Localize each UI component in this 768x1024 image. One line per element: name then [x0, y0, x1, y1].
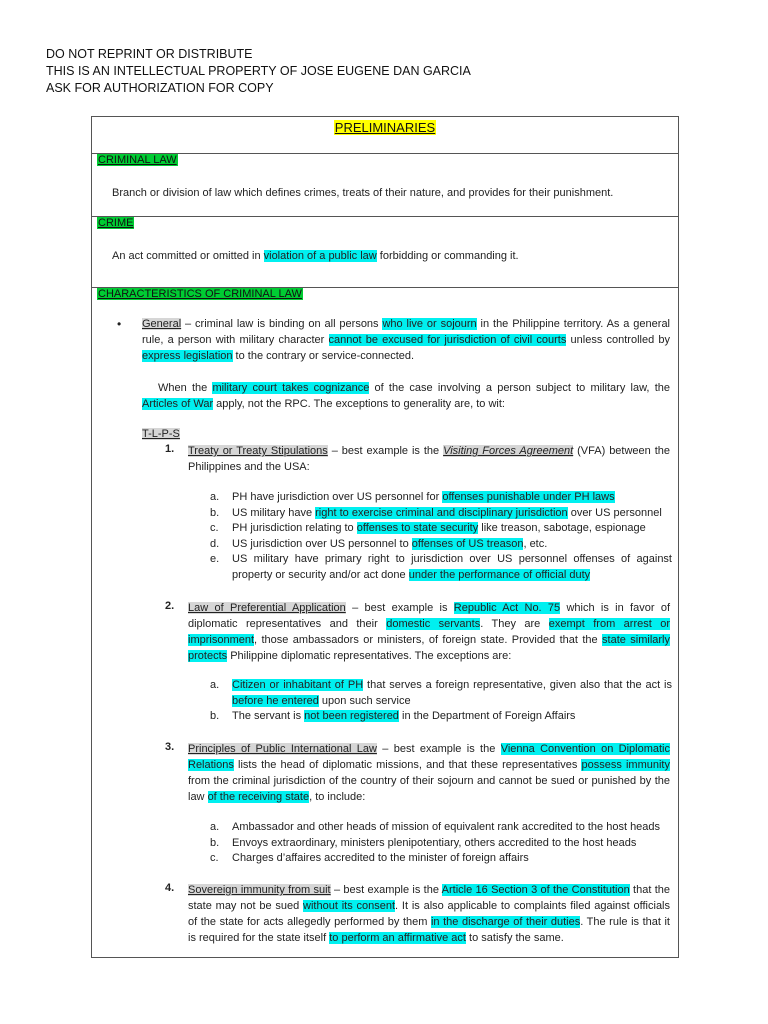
item-2-highlight-1: Republic Act No. 75: [453, 602, 561, 614]
list-highlight: before he entered: [232, 694, 319, 707]
item-4-number: 4.: [165, 882, 175, 894]
list-highlight: offenses punishable under PH laws: [442, 491, 615, 503]
title-row: [92, 117, 678, 154]
item-3-highlight-1: Vienna Convention on Diplomatic Relations: [188, 743, 670, 771]
list-item: [210, 537, 672, 553]
list-item: [210, 678, 672, 709]
item-4-text-1: – best example is the: [330, 884, 442, 896]
crime-text-1: An act committed or omitted in: [112, 250, 264, 262]
general-highlight-1: who live or sojourn: [382, 318, 477, 330]
item-4-label: Sovereign immunity from suit: [188, 884, 331, 896]
item-1-label: Treaty or Treaty Stipulations: [188, 445, 328, 457]
item-1-text-1: – best example is the: [327, 445, 444, 457]
list-text: PH jurisdiction relating to: [232, 522, 357, 534]
item-4-text-5: to satisfy the same.: [465, 932, 564, 944]
when-paragraph: [142, 380, 670, 412]
list-item: [210, 820, 672, 836]
item-1-paragraph: [188, 443, 670, 475]
criminal-law-section: [92, 154, 678, 217]
item-1-number: 1.: [165, 443, 175, 455]
characteristics-section: [92, 288, 678, 958]
item-2-highlight-3: exempt from arrest or imprisonment: [188, 618, 670, 646]
when-highlight-1: military court takes cognizance: [212, 382, 370, 394]
general-highlight-3: express legislation: [142, 350, 233, 362]
list-text: Charges d’affaires accredited to the minister of foreign affairs: [232, 852, 529, 864]
when-highlight-2: Articles of War: [142, 398, 214, 410]
general-text-3: unless controlled by: [566, 334, 671, 346]
list-text: US military have: [232, 506, 316, 519]
general-paragraph: [142, 316, 670, 364]
item-2-text-1: – best example is: [345, 602, 454, 614]
item-3-text-1: – best example is the: [376, 743, 501, 755]
item-3-text-2: lists the head of diplomatic missions, and that these representatives: [233, 759, 582, 771]
crime-heading: CRIME: [98, 217, 134, 229]
list-item: [210, 490, 672, 506]
item-2-text-5: Philippine diplomatic representatives. The exceptions are:: [227, 650, 512, 662]
list-text: like treason, sabotage, espionage: [478, 522, 646, 534]
list-item: [210, 851, 672, 867]
crime-section: [92, 217, 678, 288]
crime-text-2: forbidding or commanding it.: [376, 250, 519, 262]
general-text-4: to the contrary or service-connected.: [232, 350, 415, 362]
criminal-law-heading: CRIMINAL LAW: [98, 154, 177, 166]
notice-line-1: DO NOT REPRINT OR DISTRIBUTE: [46, 47, 253, 61]
item-4-highlight-1: Article 16 Section 3 of the Constitution: [441, 884, 630, 896]
list-highlight: not been registered: [304, 710, 399, 722]
item-3-highlight-3: of the receiving state: [207, 791, 310, 803]
list-item: [210, 552, 672, 583]
item-4-highlight-3: in the discharge of their duties: [430, 916, 581, 928]
item-4-text-4: . The rule is that it is required for the state itself: [188, 916, 670, 944]
list-label: c.: [210, 522, 219, 534]
item-2-text-3: . They are: [480, 618, 549, 630]
notice-line-2: THIS IS AN INTELLECTUAL PROPERTY OF JOSE EUGENE DAN GARCIA: [46, 64, 471, 78]
item-2-label: Law of Preferential Application: [188, 602, 346, 614]
list-highlight: under the performance of official duty: [408, 568, 591, 581]
copyright-notice: [46, 46, 471, 97]
criminal-law-definition: Branch or division of law which defines crimes, treats of their nature, and provides for their punishment.: [112, 187, 614, 199]
general-highlight-2: cannot be excused for jurisdiction of civil courts: [328, 334, 567, 346]
list-item: [210, 521, 672, 537]
list-label: b.: [210, 710, 220, 722]
list-item: [210, 836, 672, 852]
list-label: e.: [210, 553, 220, 565]
page-title: PRELIMINARIES: [334, 120, 436, 135]
document-table: [91, 116, 679, 958]
item-2-number: 2.: [165, 600, 175, 612]
list-label: a.: [210, 679, 220, 691]
tlps-heading: T-L-P-S: [142, 428, 180, 440]
list-highlight: offenses to state security: [356, 522, 479, 534]
list-text: in the Department of Foreign Affairs: [398, 710, 576, 722]
list-text: PH have jurisdiction over US personnel for: [232, 491, 443, 503]
when-text-2: of the case involving a person subject to military law, the: [369, 382, 670, 394]
general-label: General: [142, 318, 182, 330]
list-text: that serves a foreign representative, given also that the act is: [363, 679, 672, 691]
list-highlight: offenses of US treason: [411, 537, 524, 550]
list-item: [210, 506, 672, 522]
item-3-highlight-2: possess immunity: [581, 759, 670, 771]
item-4-highlight-2: without its consent: [303, 900, 396, 912]
item-4-text-3: . It is also applicable to complaints filed against officials of the state for acts allegedly performed by them: [188, 900, 671, 928]
list-label: b.: [210, 506, 220, 519]
list-item: [210, 709, 672, 725]
list-label: a.: [210, 491, 220, 503]
item-1-highlight-1: Visiting Forces Agreement: [443, 445, 574, 457]
list-text: Envoys extraordinary, ministers plenipotentiary, others accredited to the host heads: [232, 836, 637, 849]
item-1-sublist: [210, 490, 672, 583]
crime-definition: [112, 248, 672, 264]
bullet-icon: •: [117, 317, 122, 331]
general-text-1: – criminal law is binding on all persons: [181, 318, 383, 330]
item-3-text-3: from the criminal jurisdiction of the country of their sojourn and cannot be sued or punished by the law: [188, 775, 670, 803]
list-text: over US personnel: [567, 506, 662, 519]
item-4-paragraph: [188, 882, 670, 946]
list-label: d.: [210, 537, 220, 550]
item-3-sublist: [210, 820, 672, 867]
characteristics-heading: CHARACTERISTICS OF CRIMINAL LAW: [98, 288, 302, 300]
list-text: Ambassador and other heads of mission of equivalent rank accredited to the host heads: [232, 821, 661, 833]
list-text: US military have primary right to jurisdiction over US personnel offenses of against property or security and/or act done: [232, 553, 672, 581]
list-highlight: Citizen or inhabitant of PH: [232, 679, 364, 691]
item-2-paragraph: [188, 600, 670, 664]
list-label: b.: [210, 836, 220, 849]
item-3-label: Principles of Public International Law: [188, 743, 377, 755]
when-text-3: apply, not the RPC. The exceptions to generality are, to wit:: [213, 398, 505, 410]
item-2-text-2: which is in favor of diplomatic representatives and their: [188, 602, 670, 630]
list-text: , etc.: [523, 537, 548, 550]
item-3-number: 3.: [165, 741, 175, 753]
item-1-text-2: (VFA) between the Philippines and the USA:: [188, 445, 670, 473]
item-4-highlight-4: to perform an affirmative act: [329, 932, 466, 944]
item-3-text-4: , to include:: [309, 791, 366, 803]
list-text: US jurisdiction over US personnel to: [232, 537, 412, 550]
list-text: The servant is: [232, 710, 305, 722]
list-highlight: right to exercise criminal and disciplinary jurisdiction: [315, 506, 568, 519]
item-2-sublist: [210, 678, 672, 725]
item-2-highlight-4: state similarly protects: [188, 634, 670, 662]
list-label: a.: [210, 821, 220, 833]
general-text-2: in the Philippine territory. As a general rule, a person with military character: [142, 318, 671, 346]
item-2-text-4: , those ambassadors or ministers, of foreign state. Provided that the: [254, 634, 603, 646]
notice-line-3: ASK FOR AUTHORIZATION FOR COPY: [46, 81, 274, 95]
crime-highlight-1: violation of a public law: [263, 250, 377, 262]
item-3-paragraph: [188, 741, 670, 805]
item-4-text-2: that the state may not be sued: [188, 884, 671, 912]
item-2-highlight-2: domestic servants: [386, 618, 481, 630]
list-text: upon such service: [318, 694, 411, 707]
list-label: c.: [210, 852, 219, 864]
when-text-1: When the: [158, 382, 213, 394]
